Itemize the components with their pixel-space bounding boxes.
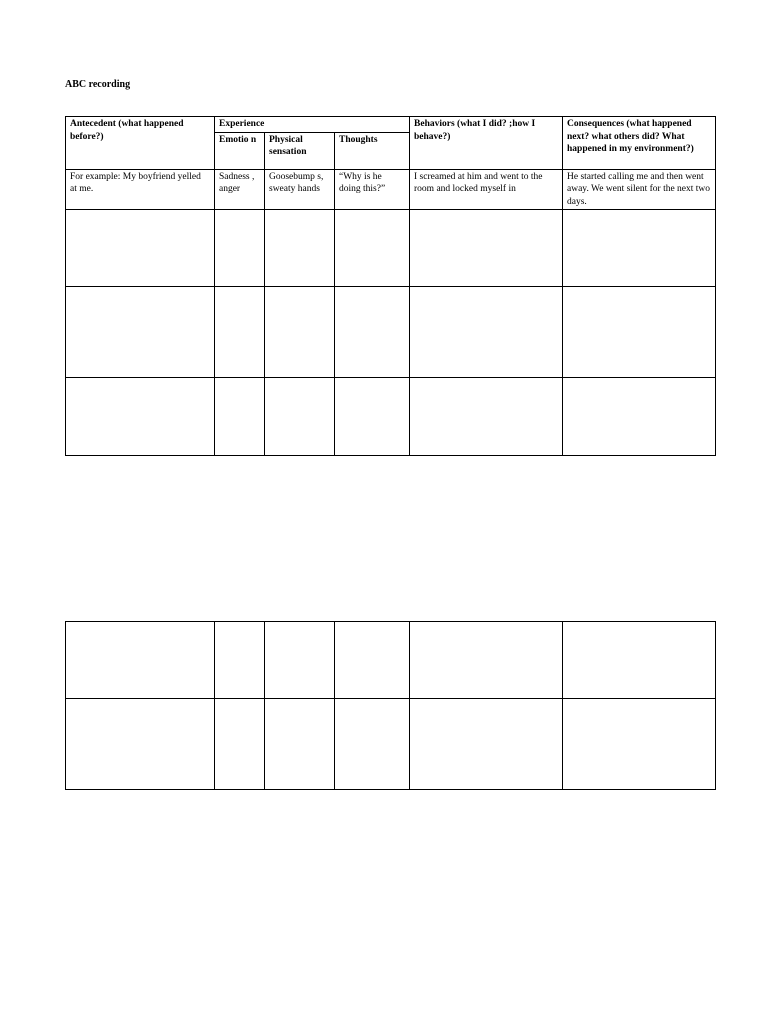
abc-recording-table-continued <box>65 621 716 790</box>
blank-cell[interactable] <box>215 699 265 790</box>
document-title: ABC recording <box>65 79 131 90</box>
blank-cell[interactable] <box>563 287 716 378</box>
example-emotion: Sadness , anger <box>215 169 265 210</box>
example-physical-sensation: Goosebump s, sweaty hands <box>265 169 335 210</box>
example-antecedent: For example: My boyfriend yelled at me. <box>66 169 215 210</box>
header-thoughts: Thoughts <box>335 132 410 169</box>
example-thoughts: “Why is he doing this?” <box>335 169 410 210</box>
example-behaviors: I screamed at him and went to the room and locked myself in <box>410 169 563 210</box>
abc-recording-table <box>65 116 716 456</box>
blank-cell[interactable] <box>66 378 215 456</box>
blank-cell[interactable] <box>563 210 716 287</box>
header-behaviors: Behaviors (what I did? ;how I behave?) <box>410 117 563 170</box>
example-consequences: He started calling me and then went away. We went silent for the next two days. <box>563 169 716 210</box>
blank-cell[interactable] <box>215 210 265 287</box>
blank-cell[interactable] <box>215 287 265 378</box>
blank-cell[interactable] <box>335 378 410 456</box>
blank-row <box>66 622 716 699</box>
header-physical-sensation: Physical sensation <box>265 132 335 169</box>
blank-cell[interactable] <box>410 210 563 287</box>
blank-cell[interactable] <box>215 378 265 456</box>
blank-cell[interactable] <box>335 622 410 699</box>
blank-cell[interactable] <box>335 287 410 378</box>
blank-cell[interactable] <box>66 210 215 287</box>
blank-cell[interactable] <box>265 699 335 790</box>
blank-row <box>66 699 716 790</box>
blank-cell[interactable] <box>410 622 563 699</box>
blank-cell[interactable] <box>335 699 410 790</box>
blank-cell[interactable] <box>410 378 563 456</box>
blank-cell[interactable] <box>265 210 335 287</box>
example-row <box>66 169 716 210</box>
blank-cell[interactable] <box>66 622 215 699</box>
blank-cell[interactable] <box>66 699 215 790</box>
blank-row <box>66 210 716 287</box>
header-antecedent: Antecedent (what happened before?) <box>66 117 215 170</box>
blank-cell[interactable] <box>335 210 410 287</box>
blank-row <box>66 378 716 456</box>
header-experience: Experience <box>215 117 410 133</box>
blank-cell[interactable] <box>563 378 716 456</box>
blank-cell[interactable] <box>66 287 215 378</box>
blank-cell[interactable] <box>410 287 563 378</box>
blank-cell[interactable] <box>265 622 335 699</box>
blank-cell[interactable] <box>215 622 265 699</box>
blank-row <box>66 287 716 378</box>
blank-cell[interactable] <box>265 287 335 378</box>
blank-cell[interactable] <box>563 699 716 790</box>
header-consequences: Consequences (what happened next? what others did? What happened in my environment?) <box>563 117 716 170</box>
blank-cell[interactable] <box>410 699 563 790</box>
blank-cell[interactable] <box>265 378 335 456</box>
header-emotion: Emotio n <box>215 132 265 169</box>
blank-cell[interactable] <box>563 622 716 699</box>
